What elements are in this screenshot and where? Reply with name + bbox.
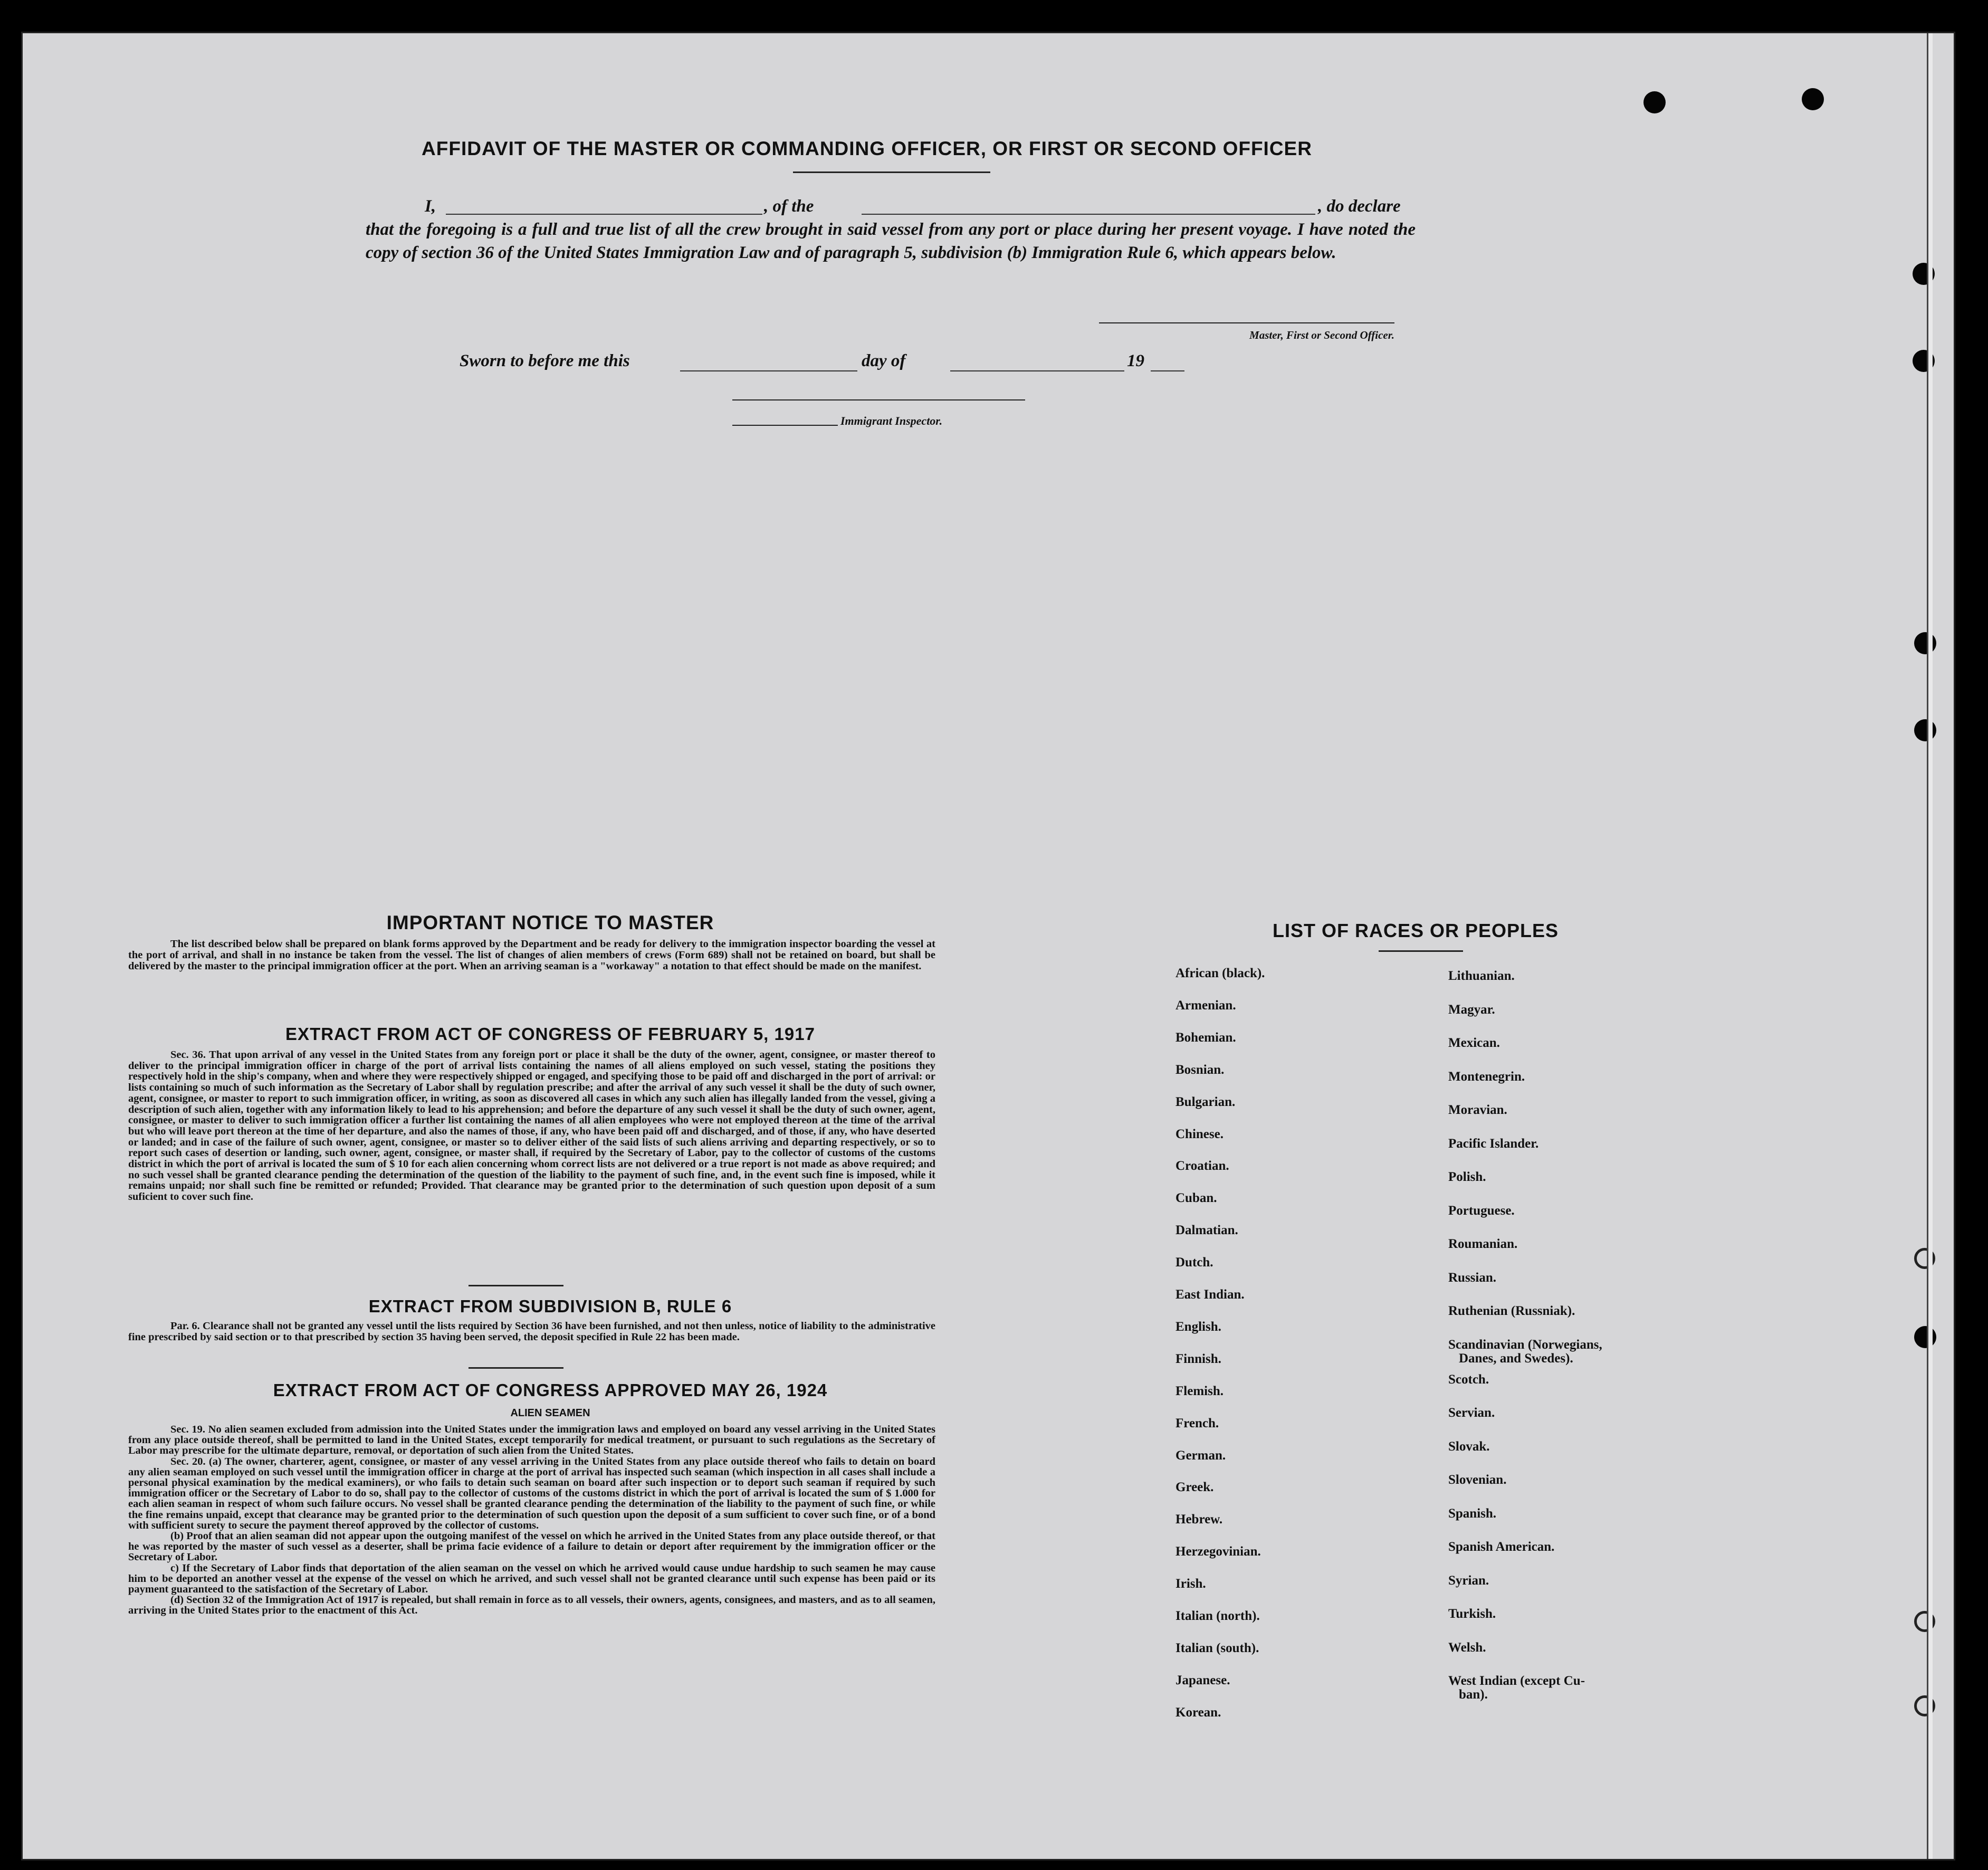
title-underline xyxy=(793,171,990,173)
extract-1924-body xyxy=(128,1424,935,1616)
race-item: ban). xyxy=(1459,1687,1488,1702)
race-item: East Indian. xyxy=(1175,1287,1245,1302)
race-item: Magyar. xyxy=(1448,1002,1495,1017)
race-item: Roumanian. xyxy=(1448,1237,1518,1251)
race-item: French. xyxy=(1175,1416,1219,1430)
race-item: Spanish. xyxy=(1448,1506,1497,1521)
sworn-year: 19 xyxy=(1127,351,1144,370)
rule6-text: Par. 6. Clearance shall not be granted any vessel until the lists required by Section 36 have been furnished, and not then unless, notice of liability to the administrative fine prescribed by said section or to that prescribed by section 35 having been served, the deposit specified in Rule 22 has been made. xyxy=(128,1320,935,1343)
inspector-signature-line[interactable] xyxy=(732,399,1025,400)
race-item: Dalmatian. xyxy=(1175,1223,1238,1238)
punch-hole xyxy=(1802,88,1824,110)
declaration-text: that the foregoing is a full and true list of all the crew brought in said vessel from any port or place during her present voyage. I have noted the copy of section 36 of the United States Immigration Law and of paragraph 5, subdivision (b) Immigration Rule 6, which appears below. xyxy=(366,220,1416,262)
race-item: Slovak. xyxy=(1448,1439,1490,1454)
race-item: German. xyxy=(1175,1448,1226,1463)
section-divider xyxy=(469,1367,563,1369)
race-item: Portuguese. xyxy=(1448,1203,1515,1218)
race-item: Danes, and Swedes). xyxy=(1459,1351,1573,1366)
sworn-start: Sworn to before me this xyxy=(460,351,630,370)
year-blank[interactable] xyxy=(1151,355,1184,371)
section-divider xyxy=(469,1285,563,1286)
rule6-title: EXTRACT FROM SUBDIVISION B, RULE 6 xyxy=(368,1296,732,1316)
punch-hole xyxy=(1914,719,1936,741)
extract-1924-title: EXTRACT FROM ACT OF CONGRESS APPROVED MAY 26, 1924 xyxy=(273,1380,828,1400)
page-edge xyxy=(1927,33,1933,1859)
race-item: West Indian (except Cu- xyxy=(1448,1674,1585,1688)
race-item: Bosnian. xyxy=(1175,1062,1225,1077)
race-item: Italian (south). xyxy=(1175,1640,1259,1655)
race-item: Bulgarian. xyxy=(1175,1094,1236,1109)
race-item: English. xyxy=(1175,1319,1221,1334)
vessel-blank[interactable] xyxy=(862,197,1315,215)
extract-1917-text: Sec. 36. That upon arrival of any vessel in the United States from any foreign port or place it shall be the duty of the owner, agent, consignee, or master thereof to deliver to the principal immigration officer in charge of the port of arrival lists containing the names of all aliens employed on such vessel, stating the positions they respectively hold in the ship's company, when and where they were respectively shipped or engaged, and specifying those to be paid off and discharged in the port of arrival: or lists containing so much of such information as the Secretary of Labor shall by regulation prescribe; and after the arrival of any such vessel it shall be the duty of such owner, agent, consignee, or master to report to such immigration officer, in writing, as soon as discovered all cases in which any such alien has illegally landed from the vessel, giving a description of such alien, together with any information likely to lead to his apprehension; and before the departure of any such vessel it shall be the duty of such owner, agent, consignee, or master to deliver to such immigration officer a further list containing the names of all alien employees who were not employed thereon at the time of the arrival but who will leave port thereon at the time of her departure, and also the names of those, if any, who have been paid off and discharged, and of those, if any, who have deserted or landed; and in case of the failure of such owner, agent, consignee, or master so to deliver either of the said lists of such aliens arriving and departing respectively, or so to report such cases of desertion or landing, such owner, agent, consignee, or master shall, if required by the Secretary of Labor, pay to the collector of customs of the customs district in which the port of arrival is located the sum of $ 10 for each alien concerning whom correct lists are not delivered or a true report is not made as above required; and no such vessel shall be granted clearance pending the determination of the question of the liability to the payment of such fine, and, in the event such fine is imposed, while it remains unpaid; nor shall such fine be remitted or refunded; Provided. That clearance may be granted prior to the determination of such question upon deposit of a sum suficient to cover such fine. xyxy=(128,1049,935,1203)
extract-1924-subtitle: ALIEN SEAMEN xyxy=(510,1407,590,1419)
extract-1917-title: EXTRACT FROM ACT OF CONGRESS OF FEBRUARY 5, 1917 xyxy=(285,1024,815,1044)
race-item: Italian (north). xyxy=(1175,1609,1260,1623)
affidavit-declaration xyxy=(366,195,1416,264)
sec20c-text: c) If the Secretary of Labor finds that deportation of the alien seaman on the vessel on which he arrived would cause undue hardship to such seamen he may cause him to be deported an another vessel at the expense of the vessel on which he arrived, and such vessel shall not be granted clearance until such expense has been paid or its payment guaranteed to the satisfaction of the Secretary of Labor. xyxy=(128,1562,935,1596)
race-item: Japanese. xyxy=(1175,1673,1230,1687)
race-item: Ruthenian (Russniak). xyxy=(1448,1304,1575,1318)
race-item: Servian. xyxy=(1448,1406,1495,1420)
sec19-text: Sec. 19. No alien seamen excluded from admission into the United States under the immigration laws and employed on board any vessel arriving in the United States from any place outside thereof, shall be permitted to land in the United States, except temporarily for medical treatment, or pursuant to such regulations as the Secretary of Labor may prescribe for the ultimate departure, removal, or deportation of such alien from the United States. xyxy=(128,1424,935,1457)
declaration-end: , do declare xyxy=(1318,197,1401,216)
race-item: Croatian. xyxy=(1175,1159,1229,1173)
signature-line[interactable] xyxy=(1099,322,1394,323)
race-item: Russian. xyxy=(1448,1270,1497,1285)
signature-label: Master, First or Second Officer. xyxy=(1249,329,1394,341)
races-title: LIST OF RACES OR PEOPLES xyxy=(1272,920,1559,941)
race-item: Welsh. xyxy=(1448,1640,1486,1655)
race-item: Dutch. xyxy=(1175,1255,1213,1270)
race-item: African (black). xyxy=(1175,966,1265,980)
punch-hole xyxy=(1914,632,1936,654)
race-item: Moravian. xyxy=(1448,1103,1507,1117)
inspector-label: Immigrant Inspector. xyxy=(840,414,943,427)
race-item: Mexican. xyxy=(1448,1036,1500,1050)
inspector-short-line xyxy=(732,425,838,426)
race-item: Scandinavian (Norwegians, xyxy=(1448,1337,1602,1352)
race-item: Chinese. xyxy=(1175,1127,1224,1141)
notice-title: IMPORTANT NOTICE TO MASTER xyxy=(386,912,714,933)
race-item: Syrian. xyxy=(1448,1573,1489,1588)
race-item: Polish. xyxy=(1448,1170,1486,1184)
race-item: Armenian. xyxy=(1175,998,1236,1013)
name-blank[interactable] xyxy=(446,197,762,215)
race-item: Montenegrin. xyxy=(1448,1069,1525,1084)
race-item: Hebrew. xyxy=(1175,1512,1223,1527)
races-title-underline xyxy=(1379,950,1463,952)
race-item: Korean. xyxy=(1175,1705,1221,1720)
race-item: Cuban. xyxy=(1175,1191,1217,1206)
race-item: Scotch. xyxy=(1448,1372,1489,1387)
sworn-day: day of xyxy=(862,351,906,370)
race-item: Spanish American. xyxy=(1448,1540,1555,1554)
race-item: Slovenian. xyxy=(1448,1473,1507,1487)
race-item: Turkish. xyxy=(1448,1607,1496,1621)
race-item: Lithuanian. xyxy=(1448,969,1515,983)
race-item: Flemish. xyxy=(1175,1384,1224,1398)
sec20b-text: (b) Proof that an alien seaman did not appear upon the outgoing manifest of the vessel on which he arrived in the United States from any place outside thereof, or that he was reported by the master of such vessel as a deserter, shall be prima facie evidence of a failure to detain or deport after requirement by the immigration officer or the Secretary of Labor. xyxy=(128,1530,935,1563)
day-blank[interactable] xyxy=(680,355,857,371)
declaration-line xyxy=(366,195,1416,218)
race-item: Finnish. xyxy=(1175,1351,1221,1366)
punch-hole xyxy=(1643,91,1666,113)
race-item: Greek. xyxy=(1175,1480,1214,1495)
race-item: Irish. xyxy=(1175,1577,1206,1591)
sworn-line xyxy=(460,351,1198,378)
declaration-i: I, xyxy=(425,197,436,216)
sec20d-text: (d) Section 32 of the Immigration Act of 1917 is repealed, but shall remain in force as to all vessels, their owners, agents, consignees, and masters, and as to all seamen, arriving in the United States prior to the enactment of this Act. xyxy=(128,1594,935,1617)
month-blank[interactable] xyxy=(950,355,1124,371)
race-item: Pacific Islander. xyxy=(1448,1136,1539,1151)
declaration-of: , of the xyxy=(764,197,814,216)
manifest-back-page xyxy=(21,32,1955,1861)
punch-hole xyxy=(1914,1326,1936,1348)
affidavit-title: AFFIDAVIT OF THE MASTER OR COMMANDING OFFICER, OR FIRST OR SECOND OFFICER xyxy=(422,138,1312,159)
race-item: Herzegovinian. xyxy=(1175,1544,1261,1559)
notice-text: The list described below shall be prepared on blank forms approved by the Department and be ready for delivery to the immigration inspector boarding the vessel at the port of arrival, and shall in no instance be taken from the vessel. The list of changes of alien members of crews (Form 689) shall not be retained on board, but shall be delivered by the master to the principal immigration officer at the port. When an arriving seaman is a "workaway" a notation to that effect should be made on the manifest. xyxy=(128,938,935,972)
sec20a-text: Sec. 20. (a) The owner, charterer, agent, consignee, or master of any vessel arriving in the United States from any place outside thereof who fails to detain on board any alien seaman employed on such vessel until the immigration officer in charge at the port of arrival has inspected such seaman (which inspection in all cases shall include a personal physical examination by the medical examiners), or who fails to detain such seaman on board after such inspection or to deport such seaman if required by such immigration officer or the Secretary of Labor to do so, shall pay to the collector of customs of the customs district in which the port of arrival is located the sum of $ 1.000 for each alien seaman in respect of whom such failure occurs. No vessel shall be granted clearance pending the determination of the liability to the payment of such fine, or while the fine remains unpaid, except that clearance may be granted prior to the determination of such question upon the deposit of a sum sufficient to cover such fine, or of a bond with sufficient surety to secure the payment thereof approved by the collector of customs. xyxy=(128,1455,935,1531)
race-item: Bohemian. xyxy=(1175,1030,1236,1045)
